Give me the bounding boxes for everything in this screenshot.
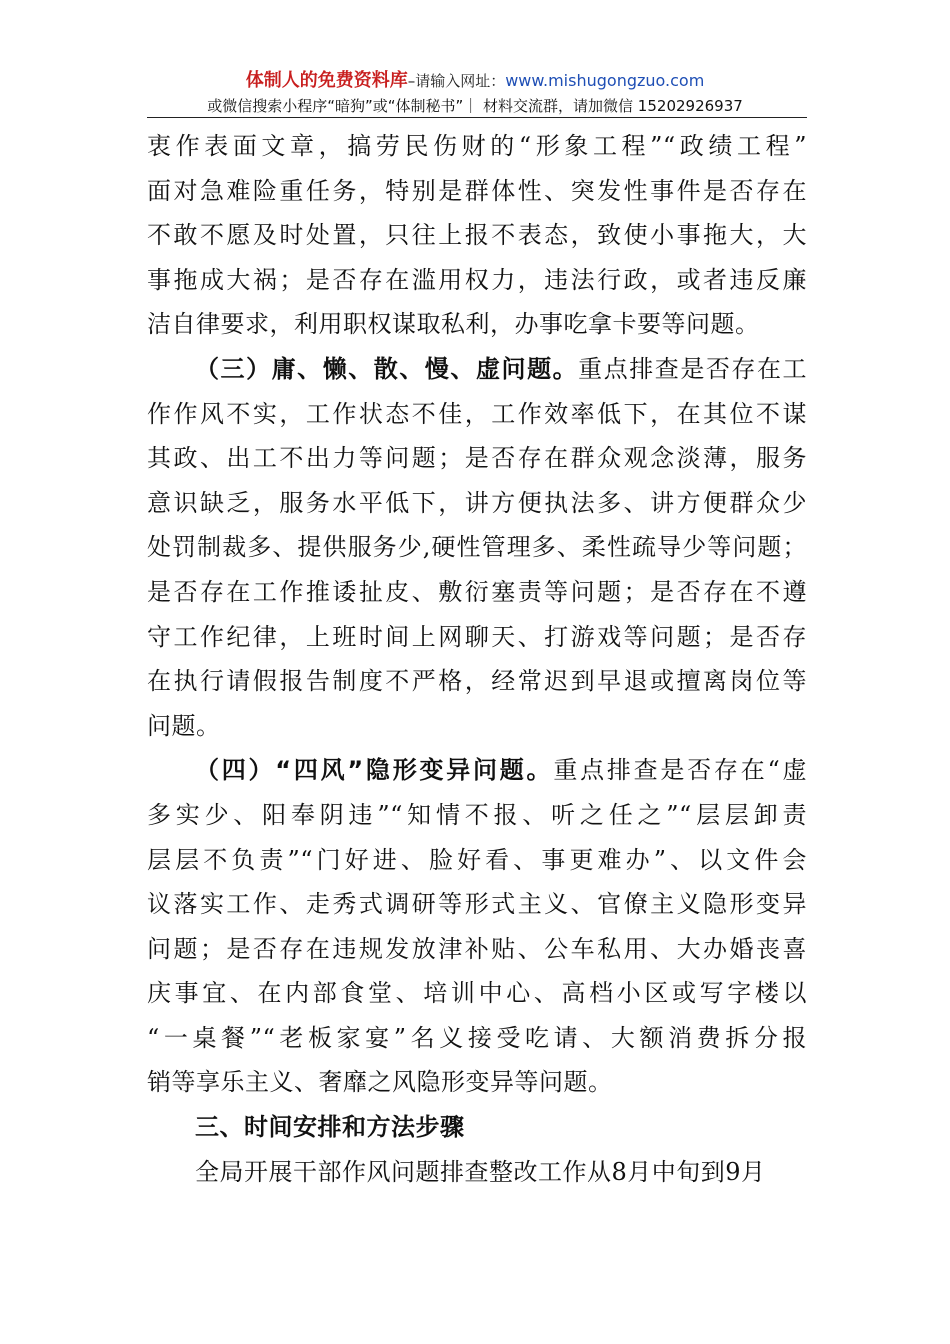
header-contact-line: 或微信搜索小程序“暗狗”或“体制秘书”｜ 材料交流群，请加微信 15202926937: [207, 97, 743, 115]
text-line: 面对急难险重任务，特别是群体性、突发性事件是否存在: [147, 176, 807, 205]
document-body: [147, 124, 807, 1194]
text-line: 多实少、阳奉阴违”“知情不报、听之任之”“层层卸责: [147, 800, 807, 829]
text-line: 洁自律要求，利用职权谋取私利，办事吃拿卡要等问题。: [147, 310, 760, 339]
text-line: 庆事宜、在内部食堂、培训中心、高档小区或写字楼以: [147, 979, 807, 1008]
text-line: 作作风不实，工作状态不佳，工作效率低下，在其位不谋: [147, 399, 807, 428]
text-line: 事拖成大祸；是否存在滥用权力，违法行政，或者违反廉: [147, 265, 807, 294]
section-3-heading: （三）庸、懒、散、慢、虚问题。: [195, 354, 579, 383]
text-line: 意识缺乏，服务水平低下，讲方便执法多、讲方便群众少: [147, 488, 807, 517]
text-line: 不敢不愿及时处置，只往上报不表态，致使小事拖大，大: [147, 221, 807, 250]
section-4-first-line: [147, 748, 807, 793]
site-brand: 体制人的免费资料库: [245, 70, 408, 91]
text-line: 议落实工作、走秀式调研等形式主义、官僚主义隐形变异: [147, 890, 807, 919]
text-line: 在执行请假报告制度不严格，经常迟到早退或擅离岗位等: [147, 667, 807, 696]
text-line: 处罚制裁多、提供服务少,硬性管理多、柔性疏导少等问题；: [147, 533, 807, 562]
text-line: 层层不负责”“门好进、脸好看、事更难办”、以文件会: [147, 845, 807, 874]
text-line: 是否存在工作推诿扯皮、敷衍塞责等问题；是否存在不遵: [147, 577, 807, 606]
section-4-lead: 重点排查是否存在“虚: [553, 756, 807, 785]
section-3-lead: 重点排查是否存在工: [578, 354, 808, 383]
text-line: “一桌餐”“老板家宴”名义接受吃请、大额消费拆分报: [147, 1023, 807, 1052]
text-line: 衷作表面文章，搞劳民伤财的“形象工程”“政绩工程”: [147, 132, 807, 160]
header-divider: [147, 117, 807, 118]
text-line: 问题。: [147, 711, 221, 740]
text-line: 问题；是否存在违规发放津补贴、公车私用、大办婚丧喜: [147, 934, 807, 963]
site-url-link[interactable]: www.mishugongzuo.com: [505, 71, 705, 90]
page-header: [0, 68, 950, 117]
url-prompt: –请输入网址：: [407, 72, 506, 90]
text-line: 全局开展干部作风问题排查整改工作从8月中旬到9月: [195, 1157, 766, 1186]
section-heading-3: 三、时间安排和方法步骤: [195, 1113, 465, 1142]
text-line: 销等享乐主义、奢靡之风隐形变异等问题。: [147, 1068, 613, 1097]
section-3-first-line: [147, 347, 807, 392]
text-line: 其政、出工不出力等问题；是否存在群众观念淡薄，服务: [147, 444, 807, 473]
text-line: 守工作纪律，上班时间上网聊天、打游戏等问题；是否存: [147, 622, 807, 651]
section-4-heading: （四）“四风”隐形变异问题。: [195, 756, 554, 785]
